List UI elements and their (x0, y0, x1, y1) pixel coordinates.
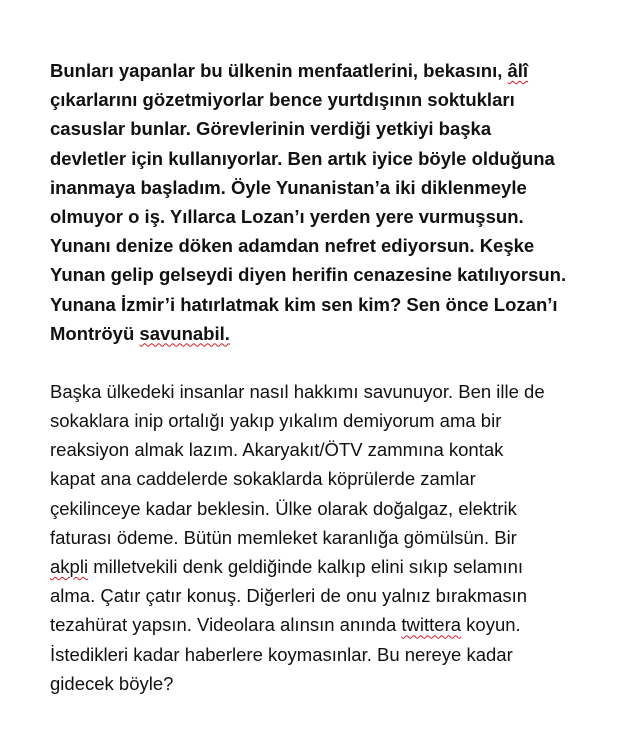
text-segment: inanmaya başladım. Öyle Yunanistan’a iki diklenmeyle (50, 176, 527, 198)
text-line (50, 406, 630, 435)
text-segment: casuslar bunlar. Görevlerinin verdiği yetkiyi başka (50, 118, 492, 140)
body-paragraph (50, 377, 630, 698)
text-line (50, 640, 630, 669)
text-line (50, 552, 630, 581)
bold-paragraph (50, 56, 630, 348)
text-line (50, 464, 630, 493)
text-segment: koyun. (461, 614, 521, 636)
text-line (50, 377, 630, 406)
text-segment: Yunanı denize döken adamdan nefret ediyorsun. Keşke (50, 235, 535, 257)
text-segment: reaksiyon almak lazım. Akaryakıt/ÖTV zammına kontak (50, 439, 504, 461)
text-segment: Bunları yapanlar bu ülkenin menfaatlerini, bekasını, (50, 60, 508, 81)
text-line (50, 231, 630, 260)
text-line (50, 319, 630, 348)
text-line (50, 56, 630, 85)
text-line (50, 581, 630, 610)
document-page (50, 56, 630, 698)
text-line (50, 523, 630, 552)
text-segment: Yunan gelip gelseydi diyen herifin cenazesine katılıyorsun. (50, 264, 567, 286)
text-segment: kapat ana caddelerde sokaklarda köprülerde zamlar (50, 468, 476, 490)
text-segment: Yunana İzmir’i hatırlatmak kim sen kim? Sen önce Lozan’ı (50, 293, 558, 315)
text-segment: gidecek böyle? (50, 672, 174, 694)
text-segment: devletler için kullanıyorlar. Ben artık iyice böyle olduğuna (50, 147, 555, 169)
text-line (50, 202, 630, 231)
spellcheck-flagged-word: savunabil. (139, 322, 230, 344)
text-segment: tezahürat yapsın. Videolara alınsın anında (50, 614, 402, 636)
text-segment: Başka ülkedeki insanlar nasıl hakkımı savunuyor. Ben ille de (50, 380, 545, 402)
text-segment: olmuyor o iş. Yıllarca Lozan’ı yerden yere vurmuşsun. (50, 205, 524, 227)
text-segment: alma. Çatır çatır konuş. Diğerleri de onu yalnız bırakmasın (50, 585, 528, 607)
spellcheck-flagged-word: âlî (507, 60, 529, 81)
spellcheck-flagged-word: twittera (401, 614, 462, 636)
text-segment: sokaklara inip ortalığı yakıp yıkalım demiyorum ama bir (50, 410, 502, 432)
text-segment: çıkarlarını gözetmiyorlar bence yurtdışının soktukları (50, 89, 515, 111)
spellcheck-flagged-word: akpli (50, 556, 89, 577)
text-segment: İstedikleri kadar haberlere koymasınlar. Bu nereye kadar (50, 643, 513, 665)
text-line (50, 85, 630, 114)
text-line (50, 669, 630, 698)
text-line (50, 610, 630, 639)
text-line (50, 114, 630, 143)
text-segment: faturası ödeme. Bütün memleket karanlığa gömülsün. Bir (50, 526, 517, 548)
text-line (50, 260, 630, 289)
text-segment: milletvekili denk geldiğinde kalkıp elini sıkıp selamını (88, 556, 524, 577)
text-segment: çekilinceye kadar beklesin. Ülke olarak doğalgaz, elektrik (50, 497, 517, 519)
text-line (50, 494, 630, 523)
text-segment: Montröyü (50, 322, 140, 344)
text-line (50, 290, 630, 319)
text-line (50, 144, 630, 173)
document-body (50, 56, 630, 698)
text-line (50, 173, 630, 202)
text-line (50, 435, 630, 464)
